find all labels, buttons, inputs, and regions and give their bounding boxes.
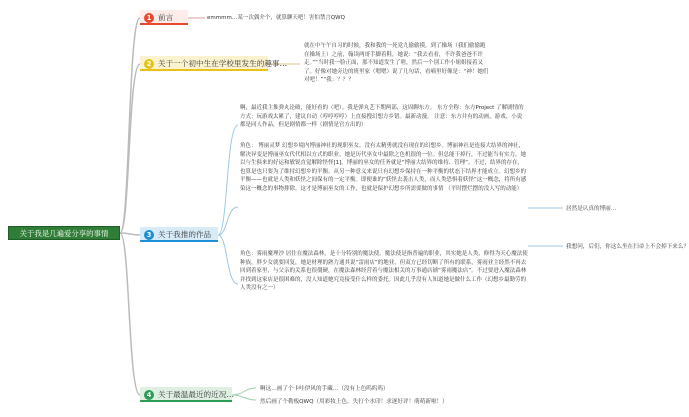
root-to-topic-4 (120, 233, 140, 395)
topic-3[interactable] (140, 227, 218, 242)
topic-4-number-badge: 4 (144, 390, 154, 400)
topic-2-label: 关于一个初中生在学校里发生的趣事… (158, 59, 288, 68)
topic-1-label: 前言 (158, 13, 174, 22)
topic-1-number-badge: 1 (144, 13, 154, 23)
topic-4-to-text-2 (232, 395, 256, 400)
root-to-topic-2 (120, 64, 140, 233)
topic-4-label: 关于最温最近的近况… (158, 390, 234, 399)
topic-3-text-2: 角色： 博丽灵梦 幻想乡境内博丽神社的现职巫女。没有太精勇就没有现在的幻想乡。博丽神社是连接大结界的神社，解决异变是博丽巫女代代相以方式的职业。她是历代巫女中最除之色机很的一位。但总能干掉行，不过能当有实力。她以与生俱来的好运和敏锐直觉解除怪怪[1]。博丽的巫女的任务就是“博丽大结界的维持、管理”。不过，结界的存在，也算是也只要为了维持幻想乡的平衡。从另一种意义来说只有幻想乡保持在一种平衡的状态下结界才能成立。幻想乡的平衡——也就是人类和妖怪之间保有的一定平衡。即便谁的“妖怪去袭击人类，而人类恐惧着妖怪”这一概念，将所有感染这一概念的事物排除。这才是博丽巫女的工作，也就是保护幻想乡所需要做的事情 （平时摆烂摆的没人写的动能） (240, 143, 527, 192)
topic-3-text-1: 啊，最近我主推弹丸论破，能好看的（吧）。我是弹丸艺下期两部，这周聊东方。 东方全称：东方Project 了解剧情的方式：玩游戏太累了，建议自动（哼哼哼哼）上直接搜幻想方乡错。最新动漫。 注意：东方并有的动画，游戏、小说都是同人作品，但是剧情都一样（剧情是官方出的） (240, 105, 524, 129)
topic-3-label: 关于我推的作品 (158, 230, 212, 239)
root-topic[interactable]: 关于我是几遍爱分享的事情 (8, 226, 120, 240)
topic-1-text: emmmm…某一次偶介个，就算聊天吧！害怕禁言QWQ (207, 15, 345, 21)
root-to-topic-3 (120, 233, 140, 235)
topic-3-leaf-2: 我想问，后们，你这么坐在扫帚上不会掉下来么？ (566, 244, 689, 250)
topic-2-number-badge: 2 (144, 59, 154, 69)
topic-4-text-1: 啊这…画了个卡哇伊风的手藏…（没有上色呜呜呜） (260, 386, 389, 392)
topic-2-text: 就在中午午自习的时候，我和我的一死党九偷偷摸，到了操场（我们偷偷跑在操场上）之前，翰读两哥手脚着鞋，她说：“我去看看，不许我爸爸不许走。”“当时我一脸正面，那不知道发生了啥，然后一个别工作小姐姐接着又了。好像对她旁边的班里家（嗯嗯）说了几句话，看嘀里好像是：“神！她们对吧！”“我：？？？ (304, 43, 489, 84)
topic-3-number-badge: 3 (144, 230, 154, 240)
topic-4[interactable] (140, 387, 232, 402)
topic-4-text-2: 然后画了个勒板QWQ（用彩妆上色，失打个水印！求逐好评！萌萌新啦！） (260, 399, 448, 405)
topic-3-to-text-3 (218, 235, 238, 284)
topic-2[interactable] (140, 56, 288, 71)
topic-3-text-3: 角色：雾雨魔理沙 居住在魔法森林，是十分特别的魔法使。魔法使是指普遍的职业，其实她是人类，修得为天心魔法使种族，胖少女就要回复，她是材理的熟力通其说“雷雨店”的地业，但双方已经切断了所有的联系，雾雨业主经然不再去回到着家里，与父亲的关系也很僵硬，在魔法森林经营着与魔法相关的万事通店铺“雾雨魔法店”。不过要进入魔法森林并找到这家店是很困难的，没人知道她究竟接受什么样的委托。因此几乎没有人知道她是做什么工作（幻想乡最勤劳的人类没有之一） (240, 251, 528, 292)
topic-1[interactable] (140, 10, 188, 25)
topic-4-to-text-1 (232, 388, 256, 395)
topic-3-leaf-1: 居然是认真的博丽… (566, 206, 617, 212)
